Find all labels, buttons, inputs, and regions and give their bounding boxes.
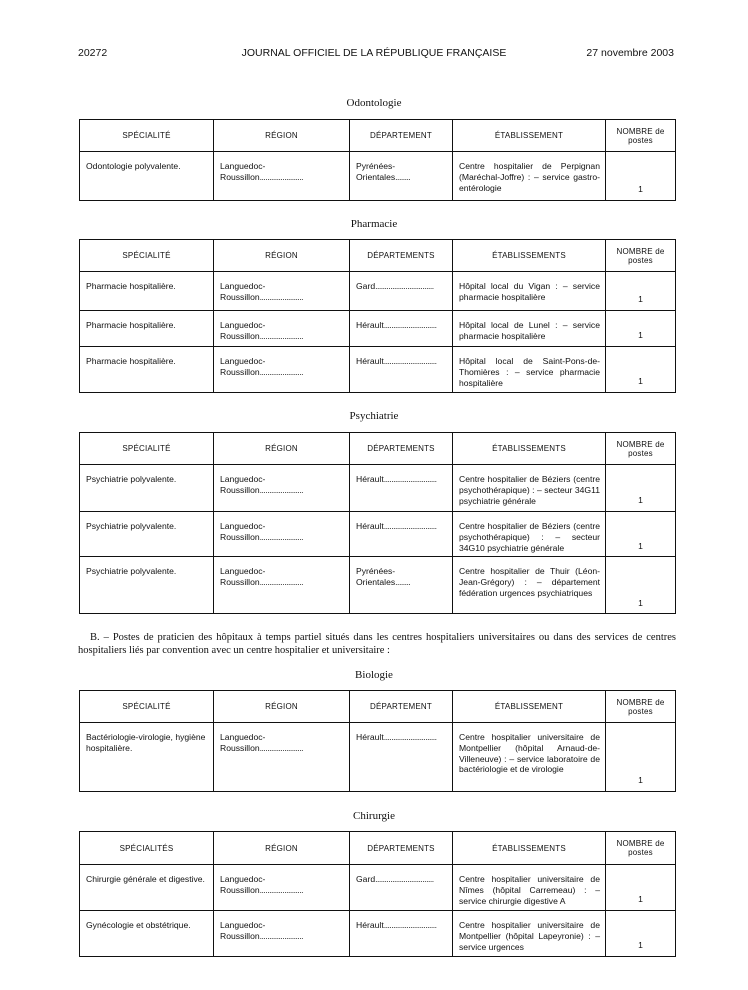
cell-etablissement: Hôpital local de Lunel : – service pharmacie hospitalière xyxy=(453,311,606,347)
cell-region: Languedoc-Roussillon....................... xyxy=(214,723,350,792)
cell-specialite: Psychiatrie polyvalente. xyxy=(80,512,214,557)
header-etablissement: ÉTABLISSEMENTS xyxy=(453,433,606,465)
cell-departement: Pyrénées-Orientales........ xyxy=(350,152,453,201)
cell-etablissement: Centre hospitalier de Thuir (Léon-Jean-Grégory) : – département fédération urgences psychiatriques xyxy=(453,557,606,614)
cell-etablissement: Centre hospitalier de Perpignan (Maréchal-Joffre) : – service gastro-entérologie xyxy=(453,152,606,201)
cell-nombre: 1 xyxy=(606,911,676,957)
cell-departement: Gard............................... xyxy=(350,865,453,911)
cell-departement: Hérault............................ xyxy=(350,465,453,512)
cell-nombre: 1 xyxy=(606,557,676,614)
cell-specialite: Chirurgie générale et digestive. xyxy=(80,865,214,911)
cell-region: Languedoc-Roussillon....................... xyxy=(214,465,350,512)
header-departement: DÉPARTEMENT xyxy=(350,691,453,723)
header-specialite: SPÉCIALITÉ xyxy=(80,433,214,465)
section-title-odontologie: Odontologie xyxy=(346,97,402,109)
cell-region: Languedoc-Roussillon....................... xyxy=(214,557,350,614)
cell-specialite: Psychiatrie polyvalente. xyxy=(80,465,214,512)
header-specialite: SPÉCIALITÉ xyxy=(80,240,214,272)
table-header-row xyxy=(80,240,676,272)
publication-date: 27 novembre 2003 xyxy=(586,47,674,59)
section-title-psychiatrie: Psychiatrie xyxy=(349,410,399,422)
table-pharmacie xyxy=(79,239,676,393)
cell-departement: Pyrénées-Orientales........ xyxy=(350,557,453,614)
cell-specialite: Psychiatrie polyvalente. xyxy=(80,557,214,614)
table-header-row xyxy=(80,832,676,865)
table-psychiatrie xyxy=(79,432,676,614)
cell-region: Languedoc-Roussillon....................... xyxy=(214,865,350,911)
section-title-pharmacie: Pharmacie xyxy=(350,218,398,230)
header-region: RÉGION xyxy=(214,433,350,465)
table-header-row xyxy=(80,120,676,152)
cell-etablissement: Centre hospitalier universitaire de Montpellier (hôpital Lapeyronie) : – service urgences xyxy=(453,911,606,957)
table-chirurgie xyxy=(79,831,676,957)
cell-region: Languedoc-Roussillon....................... xyxy=(214,311,350,347)
cell-etablissement: Centre hospitalier universitaire de Nîmes (hôpital Carremeau) : – service chirurgie digestive A xyxy=(453,865,606,911)
cell-specialite: Odontologie polyvalente. xyxy=(80,152,214,201)
header-nombre: NOMBRE de postes xyxy=(606,832,676,865)
cell-specialite: Pharmacie hospitalière. xyxy=(80,347,214,393)
header-region: RÉGION xyxy=(214,240,350,272)
header-region: RÉGION xyxy=(214,832,350,865)
table-row xyxy=(80,465,676,512)
header-nombre: NOMBRE de postes xyxy=(606,120,676,152)
cell-nombre: 1 xyxy=(606,152,676,201)
cell-region: Languedoc-Roussillon....................... xyxy=(214,272,350,311)
cell-region: Languedoc-Roussillon....................... xyxy=(214,512,350,557)
cell-departement: Hérault............................ xyxy=(350,311,453,347)
table-row xyxy=(80,152,676,201)
cell-etablissement: Centre hospitalier universitaire de Montpellier (hôpital Arnaud-de-Villeneuve) : – service laboratoire de bactériologie et de virologie xyxy=(453,723,606,792)
header-departement: DÉPARTEMENTS xyxy=(350,240,453,272)
header-departement: DÉPARTEMENTS xyxy=(350,433,453,465)
cell-specialite: Bactériologie-virologie, hygiène hospitalière. xyxy=(80,723,214,792)
header-nombre: NOMBRE de postes xyxy=(606,240,676,272)
table-row xyxy=(80,911,676,957)
cell-nombre: 1 xyxy=(606,311,676,347)
cell-etablissement: Hôpital local de Saint-Pons-de-Thomières : – service pharmacie hospitalière xyxy=(453,347,606,393)
cell-departement: Gard............................... xyxy=(350,272,453,311)
table-row xyxy=(80,272,676,311)
cell-departement: Hérault............................ xyxy=(350,911,453,957)
table-row xyxy=(80,557,676,614)
cell-departement: Hérault............................ xyxy=(350,512,453,557)
cell-etablissement: Hôpital local du Vigan : – service pharmacie hospitalière xyxy=(453,272,606,311)
table-row xyxy=(80,723,676,792)
header-departement: DÉPARTEMENTS xyxy=(350,832,453,865)
table-biologie xyxy=(79,690,676,792)
cell-specialite: Pharmacie hospitalière. xyxy=(80,311,214,347)
cell-nombre: 1 xyxy=(606,347,676,393)
header-departement: DÉPARTEMENT xyxy=(350,120,453,152)
header-etablissement: ÉTABLISSEMENT xyxy=(453,691,606,723)
cell-nombre: 1 xyxy=(606,723,676,792)
header-specialite: SPÉCIALITÉ xyxy=(80,120,214,152)
cell-etablissement: Centre hospitalier de Béziers (centre psychothérapique) : – secteur 34G10 psychiatrie générale xyxy=(453,512,606,557)
table-row xyxy=(80,865,676,911)
cell-region: Languedoc-Roussillon....................... xyxy=(214,347,350,393)
header-region: RÉGION xyxy=(214,691,350,723)
cell-specialite: Gynécologie et obstétrique. xyxy=(80,911,214,957)
header-region: RÉGION xyxy=(214,120,350,152)
section-title-chirurgie: Chirurgie xyxy=(353,810,395,822)
cell-specialite: Pharmacie hospitalière. xyxy=(80,272,214,311)
journal-title: JOURNAL OFFICIEL DE LA RÉPUBLIQUE FRANÇAISE xyxy=(241,47,507,59)
header-nombre: NOMBRE de postes xyxy=(606,433,676,465)
header-etablissement: ÉTABLISSEMENTS xyxy=(453,240,606,272)
cell-nombre: 1 xyxy=(606,272,676,311)
header-nombre: NOMBRE de postes xyxy=(606,691,676,723)
table-row xyxy=(80,311,676,347)
page-number: 20272 xyxy=(78,47,108,59)
cell-nombre: 1 xyxy=(606,865,676,911)
paragraph-b: B. – Postes de praticien des hôpitaux à temps partiel situés dans les centres hospitaliers universitaires ou dans des services de centres hospitaliers liés par convention avec un centre hospitalier et universitaire : xyxy=(78,632,676,656)
cell-departement: Hérault............................ xyxy=(350,723,453,792)
header-specialite: SPÉCIALITÉ xyxy=(80,691,214,723)
cell-region: Languedoc-Roussillon....................... xyxy=(214,911,350,957)
cell-nombre: 1 xyxy=(606,465,676,512)
cell-departement: Hérault............................ xyxy=(350,347,453,393)
table-row xyxy=(80,347,676,393)
table-header-row xyxy=(80,433,676,465)
cell-region: Languedoc-Roussillon....................... xyxy=(214,152,350,201)
section-title-biologie: Biologie xyxy=(355,669,393,681)
header-etablissement: ÉTABLISSEMENT xyxy=(453,120,606,152)
cell-nombre: 1 xyxy=(606,512,676,557)
header-specialite: SPÉCIALITÉS xyxy=(80,832,214,865)
table-odontologie xyxy=(79,119,676,201)
cell-etablissement: Centre hospitalier de Béziers (centre psychothérapique) : – secteur 34G11 psychiatrie générale xyxy=(453,465,606,512)
header-etablissement: ÉTABLISSEMENTS xyxy=(453,832,606,865)
table-row xyxy=(80,512,676,557)
table-header-row xyxy=(80,691,676,723)
